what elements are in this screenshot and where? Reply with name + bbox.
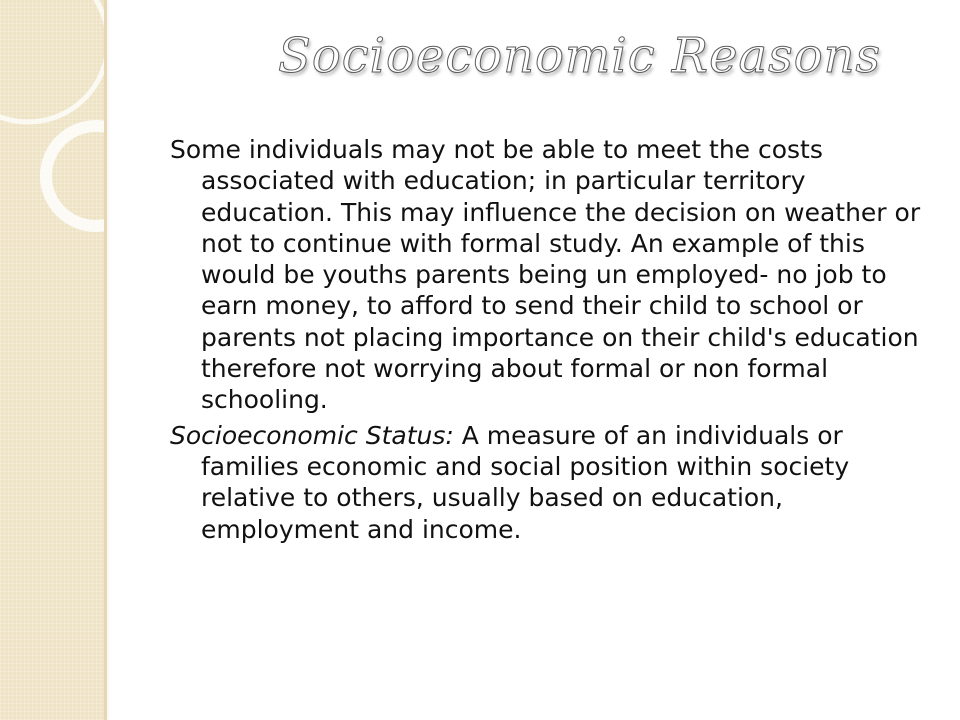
- socioeconomic-status-definition: [170, 420, 940, 545]
- decorative-circles: [0, 0, 105, 300]
- decorative-sidebar: [0, 0, 105, 720]
- decorative-ring-small: [46, 126, 105, 226]
- slide-title: Socioeconomic Reasons: [278, 28, 882, 84]
- socioeconomic-reasons-paragraph: Some individuals may not be able to meet the costs associated with education; in particular territory education. This may influence the decision on weather or not to continue with formal study. An example of this would be youths parents being un employed- no job to earn money, to afford to send their child to school or parents not placing importance on their child's education therefore not worrying about formal or non formal schooling.: [170, 135, 921, 415]
- sidebar-edge: [104, 0, 107, 720]
- decorative-ring-large: [0, 0, 105, 122]
- definition-term: Socioeconomic Status:: [170, 420, 454, 450]
- definition-text: A measure of an individuals or families economic and social position within society relative to others, usually based on education, employment and income.: [201, 420, 850, 544]
- slide-body: [170, 134, 940, 549]
